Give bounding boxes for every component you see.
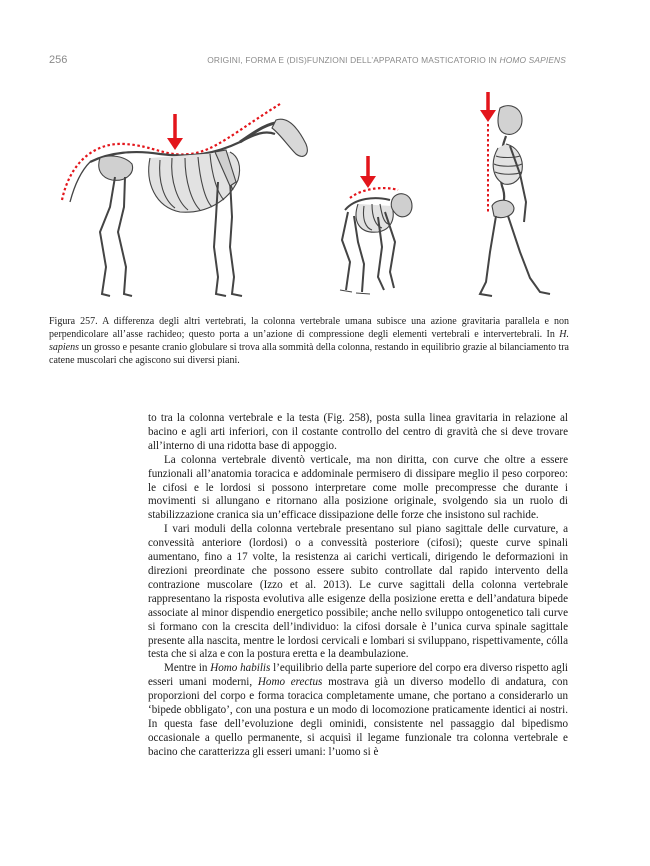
human-skeleton	[480, 92, 550, 296]
caption-italic: H. sapiens	[49, 329, 569, 354]
paragraph-2: La colonna vertebrale diventò verticale, ma non diritta, con curve che oltre a essere funzionali all’anatomia toracica e addominale permisero di dissipare meglio il peso corporeo: le cifosi e le lordosi si possono interpretare come molle precompresse che durante i movimenti si allungano e ritornano alla posizione originale, svolgendo sia un ruolo di stabilizzazione cranica sia un’efficace dissipazione delle forze che insistono sul rachide.	[148, 453, 568, 522]
horse-skeleton	[62, 104, 307, 296]
caption-part1: Figura 257. A differenza degli altri vertebrati, la colonna vertebrale umana subisce una azione gravitaria parallela e non perpendicolare all’asse rachideo; questo porta a un’azione di compressione degli elementi vertebrali e intervertebrali. In	[49, 316, 569, 341]
body-text	[148, 412, 568, 760]
p4-d: Homo erectus	[257, 676, 323, 689]
caption-part2: un grosso e pesante cranio globulare si trova alla sommità della colonna, restando in equilibrio grazie al bilanciamento tra catene muscolari che agiscono sui diversi piani.	[49, 342, 569, 367]
p4-c: l’equilibrio della parte superiore del corpo era diverso rispetto agli esseri umani moderni,	[148, 662, 568, 689]
figure-caption	[49, 315, 569, 367]
running-header	[207, 55, 566, 65]
page-number: 256	[49, 54, 68, 66]
running-title: ORIGINI, FORMA E (DIS)FUNZIONI DELL’APPARATO MASTICATORIO IN	[207, 55, 500, 65]
paragraph-1: to tra la colonna vertebrale e la testa (Fig. 258), posta sulla linea gravitaria in relazione al bacino e agli arti inferiori, con il costante controllo del centro di gravità che si deve trovare all’interno di una ridotta base di appoggio.	[148, 412, 568, 452]
figure-257	[40, 82, 600, 312]
p4-b: Homo habilis	[210, 662, 271, 675]
paragraph-4	[148, 662, 568, 759]
paragraph-3: I vari moduli della colonna vertebrale presentano sul piano sagittale delle curvature, a convessità anteriore (lordosi) o a convessità posteriore (cifosi); queste curve spinali aumentano, fino a 17 volte, la resistenza ai carichi verticali, dirigendo le deformazioni in direzioni preordinate che possono essere subito controllate dal rapido intervento della contrazione muscolare (Izzo et al. 2013). Le curve sagittali della colonna vertebrale rappresentano la risposta evolutiva alle esigenze della posizione eretta e dell’andatura bipede associate al minor dispendio energetico possibile; anche nello sviluppo ontogenetico tali curve si formano con la crescita dell’individuo: la cifosi dorsale è l’unica curva spinale sagittale presente alla nascita, mentre le lordosi cervicali e lombari si sviluppano, rispettivamente, cólla testa che si alza e con la postura eretta e la deambulazione.	[148, 523, 568, 661]
p4-e: mostrava già un diverso modello di andatura, con proporzioni del corpo e forma toracica completamente umane, che portano a considerarlo un ‘bipede obbligato’, con una postura e un modo di locomozione praticamente identici ai nostri. In questa fase dell’evoluzione degli ominidi, consistente nel passaggio dal bipedismo occasionale a quello permanente, si acquisì il legame funzionale tra colonna vertebrale e bacino che caratterizza gli esseri umani: l’uomo si è	[148, 676, 569, 758]
running-title-italic: HOMO SAPIENS	[499, 55, 566, 65]
p4-a: Mentre in	[164, 662, 211, 675]
gorilla-skeleton	[340, 156, 412, 294]
